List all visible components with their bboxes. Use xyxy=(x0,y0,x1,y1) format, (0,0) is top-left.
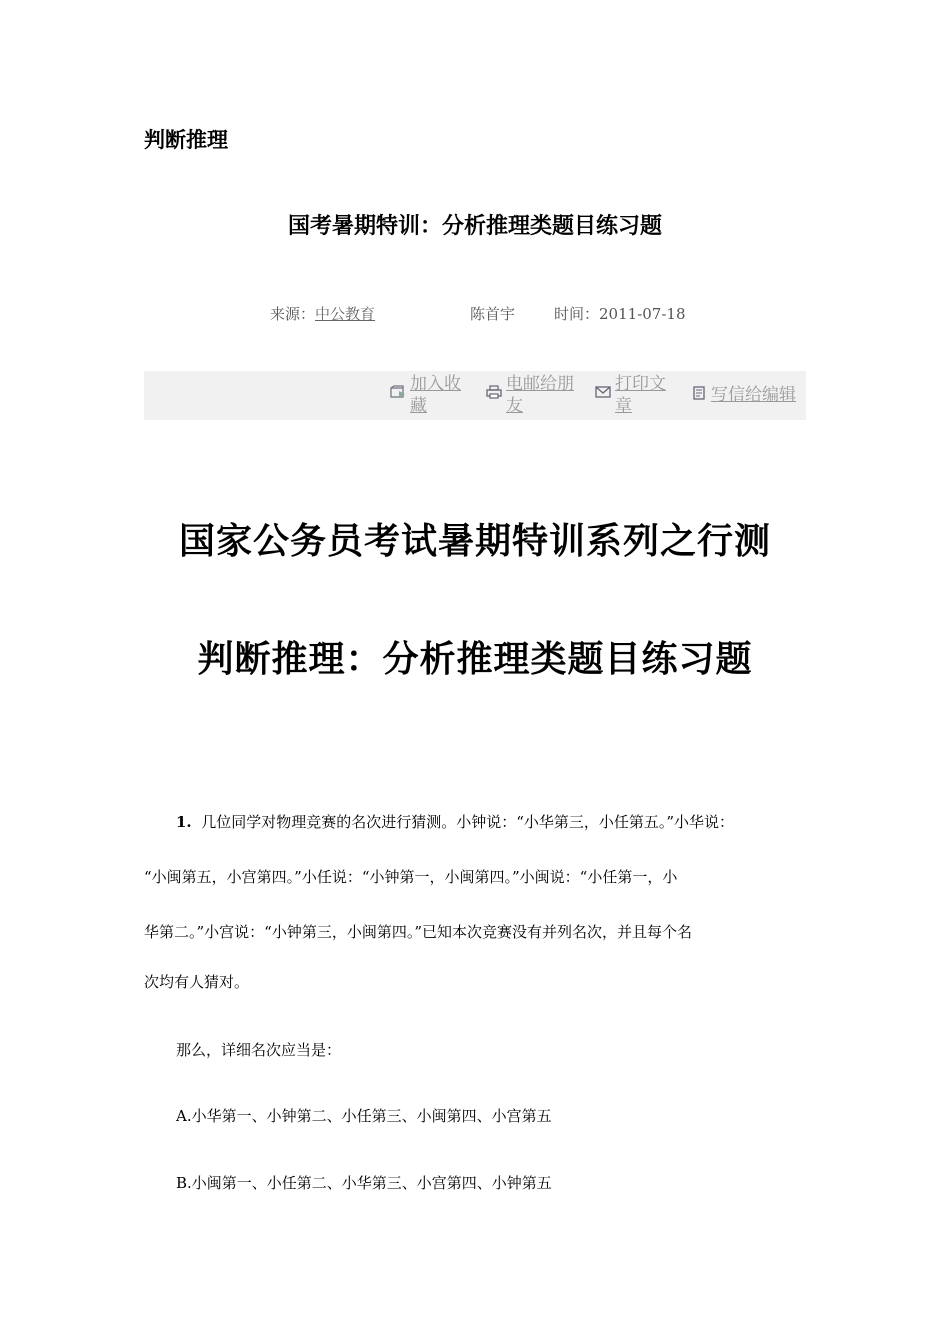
print-label-2: 章 xyxy=(615,396,632,416)
source-link[interactable]: 中公教育 xyxy=(315,305,376,323)
question-number: 1. xyxy=(176,813,192,831)
section-title: 判断推理 xyxy=(144,128,228,152)
question-text-1: 几位同学对物理竞赛的名次进行猜测。小钟说：“小华第三，小任第五。”小华说： xyxy=(201,813,735,831)
envelope-icon xyxy=(595,383,611,397)
author: 陈首宇 xyxy=(470,305,516,323)
question-line-2: “小闽第五，小宫第四。”小任说：“小钟第一，小闽第四。”小闽说：“小任第一，小 xyxy=(144,868,678,886)
source-label: 来源： xyxy=(270,305,316,323)
email-label-1: 电邮给朋 xyxy=(506,374,574,394)
print-label-1: 打印文 xyxy=(615,374,666,394)
add-favorite-button[interactable] xyxy=(390,373,461,417)
option-a: A.小华第一、小钟第二、小任第三、小闽第四、小宫第五 xyxy=(176,1107,552,1125)
main-title-line-1: 国家公务员考试暑期特训系列之行测 xyxy=(178,521,771,562)
print-article-button[interactable] xyxy=(595,373,666,417)
document-icon xyxy=(691,384,707,398)
main-title-line-2: 判断推理：分析推理类题目练习题 xyxy=(197,639,753,680)
time-value: 2011-07-18 xyxy=(599,305,686,323)
source-meta xyxy=(270,303,375,324)
publish-time xyxy=(554,303,686,324)
email-friend-button[interactable] xyxy=(486,373,574,417)
question-line-1 xyxy=(176,795,734,850)
write-editor-button[interactable] xyxy=(691,384,796,406)
option-b: B.小闽第一、小任第二、小华第三、小宫第四、小钟第五 xyxy=(176,1174,552,1192)
favorite-icon xyxy=(390,383,406,397)
favorite-label-1: 加入收 xyxy=(410,374,461,394)
favorite-label-2: 藏 xyxy=(410,396,427,416)
question-body xyxy=(144,795,814,1015)
question-line-4: 次均有人猜对。 xyxy=(144,973,250,991)
article-toolbar xyxy=(144,371,806,420)
article-title: 国考暑期特训：分析推理类题目练习题 xyxy=(287,214,662,239)
printer-icon xyxy=(486,383,502,397)
time-label: 时间： xyxy=(554,305,600,323)
question-prompt: 那么，详细名次应当是： xyxy=(176,1041,342,1059)
email-label-2: 友 xyxy=(506,396,523,416)
write-editor-label: 写信给编辑 xyxy=(711,385,796,405)
question-line-3: 华第二。”小宫说：“小钟第三，小闽第四。”已知本次竞赛没有并列名次，并且每个名 xyxy=(144,923,693,941)
